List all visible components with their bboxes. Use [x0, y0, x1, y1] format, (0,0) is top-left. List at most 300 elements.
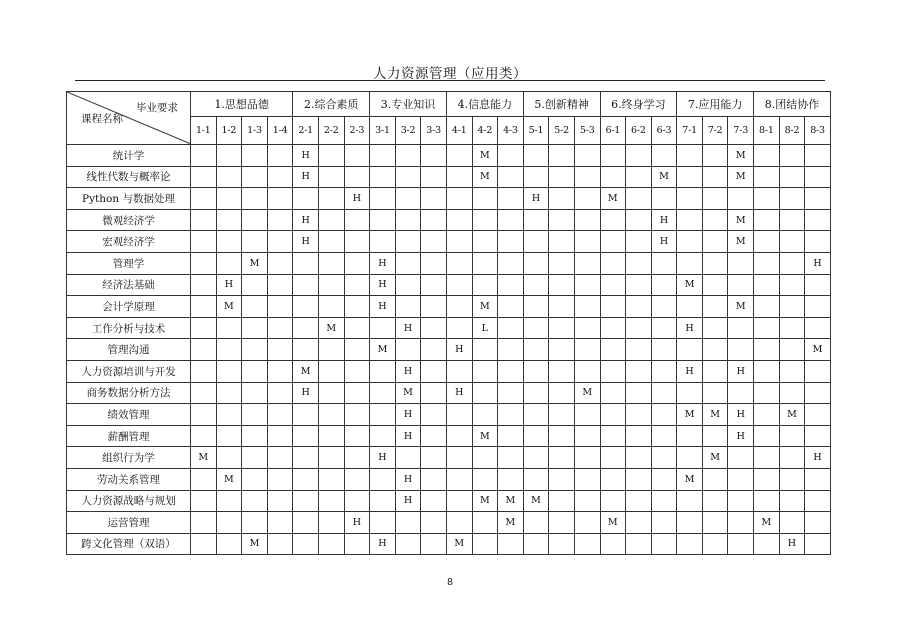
support-level-cell	[702, 490, 728, 512]
support-level-cell	[754, 296, 780, 318]
support-level-cell	[702, 533, 728, 555]
course-name: 微观经济学	[67, 209, 191, 231]
support-level-cell	[549, 360, 575, 382]
sub-requirement-header: 2-2	[318, 117, 344, 145]
support-level-cell	[191, 166, 217, 188]
support-level-cell	[267, 468, 293, 490]
support-level-cell	[242, 490, 268, 512]
support-level-cell: M	[728, 166, 754, 188]
support-level-cell	[779, 188, 805, 210]
support-level-cell: M	[242, 533, 268, 555]
support-level-cell	[446, 252, 472, 274]
support-level-cell	[779, 317, 805, 339]
course-row	[67, 145, 831, 167]
support-level-cell	[600, 425, 626, 447]
sub-requirement-header: 5-2	[549, 117, 575, 145]
support-level-cell	[549, 166, 575, 188]
sub-requirement-header: 8-2	[779, 117, 805, 145]
support-level-cell	[293, 188, 319, 210]
support-level-cell	[498, 209, 524, 231]
support-level-cell	[191, 231, 217, 253]
support-level-cell	[677, 425, 703, 447]
course-name: 跨文化管理（双语）	[67, 533, 191, 555]
support-level-cell	[600, 490, 626, 512]
support-level-cell	[293, 425, 319, 447]
support-level-cell	[267, 339, 293, 361]
support-level-cell	[293, 512, 319, 534]
course-name: 人力资源培训与开发	[67, 360, 191, 382]
support-level-cell	[779, 145, 805, 167]
support-level-cell	[779, 252, 805, 274]
support-level-cell	[574, 360, 600, 382]
support-level-cell	[446, 447, 472, 469]
support-level-cell	[574, 296, 600, 318]
support-level-cell	[216, 512, 242, 534]
document-title: 人力资源管理（应用类）	[373, 66, 527, 82]
support-level-cell	[318, 209, 344, 231]
course-row	[67, 317, 831, 339]
support-level-cell	[267, 231, 293, 253]
course-name: 组织行为学	[67, 447, 191, 469]
support-level-cell: H	[370, 447, 396, 469]
support-level-cell	[626, 317, 652, 339]
support-level-cell	[498, 360, 524, 382]
support-level-cell	[242, 209, 268, 231]
support-level-cell	[600, 533, 626, 555]
support-level-cell	[242, 360, 268, 382]
support-level-cell	[626, 490, 652, 512]
support-level-cell	[702, 188, 728, 210]
support-level-cell	[267, 317, 293, 339]
support-level-cell	[267, 382, 293, 404]
support-level-cell	[702, 166, 728, 188]
support-level-cell	[293, 339, 319, 361]
support-level-cell	[446, 209, 472, 231]
support-level-cell	[318, 145, 344, 167]
support-level-cell	[370, 317, 396, 339]
support-level-cell	[728, 382, 754, 404]
support-level-cell	[421, 490, 447, 512]
support-level-cell	[728, 512, 754, 534]
support-level-cell	[498, 425, 524, 447]
sub-requirement-header: 2-1	[293, 117, 319, 145]
support-level-cell	[779, 468, 805, 490]
support-level-cell	[216, 447, 242, 469]
support-level-cell	[523, 296, 549, 318]
course-row	[67, 468, 831, 490]
sub-requirement-header: 2-3	[344, 117, 370, 145]
support-level-cell	[318, 252, 344, 274]
support-level-cell	[626, 360, 652, 382]
support-level-cell	[549, 145, 575, 167]
support-level-cell	[626, 468, 652, 490]
requirement-header: 6.终身学习	[600, 92, 677, 117]
support-level-cell: M	[318, 317, 344, 339]
support-level-cell	[523, 447, 549, 469]
support-level-cell: M	[472, 296, 498, 318]
support-level-cell	[242, 166, 268, 188]
support-level-cell: H	[779, 533, 805, 555]
support-level-cell	[805, 382, 831, 404]
support-level-cell	[344, 145, 370, 167]
support-level-cell	[446, 145, 472, 167]
support-level-cell	[472, 252, 498, 274]
support-level-cell: H	[216, 274, 242, 296]
support-level-cell	[446, 468, 472, 490]
course-row	[67, 188, 831, 210]
requirement-header: 7.应用能力	[677, 92, 754, 117]
support-level-cell: M	[702, 447, 728, 469]
support-level-cell	[446, 274, 472, 296]
support-level-cell	[216, 382, 242, 404]
support-level-cell: H	[677, 317, 703, 339]
support-level-cell: M	[677, 468, 703, 490]
sub-requirement-header: 7-1	[677, 117, 703, 145]
support-level-cell: M	[728, 209, 754, 231]
support-level-cell	[677, 512, 703, 534]
support-level-cell	[242, 274, 268, 296]
support-level-cell: M	[651, 166, 677, 188]
support-level-cell	[754, 382, 780, 404]
support-level-cell	[344, 382, 370, 404]
support-level-cell	[651, 317, 677, 339]
support-level-cell	[472, 404, 498, 426]
support-level-cell: M	[728, 231, 754, 253]
support-level-cell: H	[395, 468, 421, 490]
support-level-cell: H	[395, 317, 421, 339]
course-row	[67, 404, 831, 426]
sub-requirement-header: 6-2	[626, 117, 652, 145]
support-level-cell	[395, 145, 421, 167]
support-level-cell	[498, 533, 524, 555]
course-row	[67, 490, 831, 512]
course-row	[67, 252, 831, 274]
support-level-cell	[523, 533, 549, 555]
support-level-cell	[805, 166, 831, 188]
support-level-cell	[498, 145, 524, 167]
support-level-cell: H	[344, 188, 370, 210]
support-level-cell	[267, 490, 293, 512]
support-level-cell	[805, 188, 831, 210]
support-level-cell	[318, 425, 344, 447]
support-level-cell	[267, 404, 293, 426]
support-level-cell: H	[395, 490, 421, 512]
page-number: 8	[447, 577, 453, 588]
support-level-cell	[523, 404, 549, 426]
course-name: 人力资源战略与规划	[67, 490, 191, 512]
support-level-cell: H	[293, 382, 319, 404]
support-level-cell	[472, 533, 498, 555]
support-level-cell: H	[370, 533, 396, 555]
support-level-cell	[498, 404, 524, 426]
support-level-cell	[395, 188, 421, 210]
support-level-cell	[370, 404, 396, 426]
support-level-cell	[754, 252, 780, 274]
support-level-cell	[498, 382, 524, 404]
support-level-cell	[446, 188, 472, 210]
support-level-cell: M	[242, 252, 268, 274]
support-level-cell	[651, 274, 677, 296]
support-level-cell	[293, 252, 319, 274]
support-level-cell	[242, 231, 268, 253]
support-level-cell	[805, 490, 831, 512]
support-level-cell	[754, 274, 780, 296]
support-level-cell	[754, 231, 780, 253]
support-level-cell	[395, 252, 421, 274]
support-level-cell	[421, 382, 447, 404]
support-level-cell	[421, 404, 447, 426]
support-level-cell	[805, 468, 831, 490]
support-level-cell	[600, 145, 626, 167]
support-level-cell	[446, 166, 472, 188]
support-level-cell	[651, 512, 677, 534]
support-level-cell	[779, 425, 805, 447]
support-level-cell	[267, 188, 293, 210]
sub-requirement-header: 1-3	[242, 117, 268, 145]
support-level-cell: H	[370, 252, 396, 274]
support-level-cell	[702, 382, 728, 404]
support-level-cell	[216, 339, 242, 361]
support-level-cell	[370, 490, 396, 512]
support-level-cell	[267, 252, 293, 274]
support-level-cell	[191, 468, 217, 490]
support-level-cell	[549, 512, 575, 534]
support-level-cell	[472, 360, 498, 382]
support-level-cell	[421, 468, 447, 490]
support-level-cell	[805, 209, 831, 231]
course-rows	[67, 145, 831, 555]
support-level-cell	[446, 404, 472, 426]
requirement-header: 3.专业知识	[370, 92, 447, 117]
support-level-cell	[754, 145, 780, 167]
support-level-cell: H	[370, 296, 396, 318]
support-level-cell	[370, 425, 396, 447]
support-level-cell	[395, 209, 421, 231]
support-level-cell	[626, 382, 652, 404]
support-level-cell	[370, 231, 396, 253]
requirement-header-row	[67, 92, 831, 117]
support-level-cell	[191, 274, 217, 296]
support-level-cell	[344, 360, 370, 382]
course-name: 统计学	[67, 145, 191, 167]
support-level-cell	[600, 209, 626, 231]
support-level-cell	[549, 404, 575, 426]
support-level-cell	[318, 533, 344, 555]
support-level-cell	[421, 360, 447, 382]
support-level-cell: M	[472, 490, 498, 512]
support-level-cell: M	[498, 490, 524, 512]
support-level-cell	[421, 512, 447, 534]
support-level-cell	[318, 447, 344, 469]
support-level-cell	[728, 188, 754, 210]
support-level-cell	[498, 339, 524, 361]
support-level-cell: H	[677, 360, 703, 382]
support-level-cell	[677, 533, 703, 555]
sub-requirement-header: 4-1	[446, 117, 472, 145]
support-level-cell	[216, 490, 242, 512]
support-level-cell	[267, 447, 293, 469]
support-level-cell	[549, 339, 575, 361]
course-row	[67, 512, 831, 534]
requirement-header: 5.创新精神	[523, 92, 600, 117]
course-name: Python 与数据处理	[67, 188, 191, 210]
support-level-cell	[702, 209, 728, 231]
support-level-cell	[677, 231, 703, 253]
support-level-cell	[677, 447, 703, 469]
support-level-cell	[702, 468, 728, 490]
support-level-cell	[191, 490, 217, 512]
support-level-cell	[472, 512, 498, 534]
sub-requirement-header: 5-1	[523, 117, 549, 145]
support-level-cell	[549, 252, 575, 274]
support-level-cell	[318, 274, 344, 296]
support-level-cell	[728, 317, 754, 339]
support-level-cell: M	[728, 296, 754, 318]
support-level-cell	[191, 145, 217, 167]
support-level-cell	[728, 490, 754, 512]
support-level-cell	[549, 533, 575, 555]
support-level-cell	[549, 274, 575, 296]
support-level-cell: M	[191, 447, 217, 469]
support-level-cell: M	[728, 145, 754, 167]
support-level-cell	[574, 490, 600, 512]
course-row	[67, 339, 831, 361]
support-level-cell	[318, 166, 344, 188]
support-level-cell	[344, 533, 370, 555]
support-level-cell	[600, 382, 626, 404]
support-level-cell	[651, 533, 677, 555]
support-level-cell	[549, 231, 575, 253]
support-level-cell	[600, 231, 626, 253]
support-level-cell	[626, 296, 652, 318]
support-level-cell	[191, 188, 217, 210]
support-level-cell	[626, 404, 652, 426]
support-level-cell	[677, 296, 703, 318]
support-level-cell	[600, 447, 626, 469]
support-level-cell: M	[293, 360, 319, 382]
support-level-cell	[216, 209, 242, 231]
support-level-cell	[344, 317, 370, 339]
support-level-cell: H	[293, 166, 319, 188]
support-level-cell	[523, 209, 549, 231]
support-level-cell: H	[805, 447, 831, 469]
course-row	[67, 209, 831, 231]
support-level-cell	[549, 490, 575, 512]
support-level-cell	[574, 425, 600, 447]
support-level-cell	[242, 339, 268, 361]
support-level-cell	[574, 468, 600, 490]
support-level-cell	[344, 296, 370, 318]
support-level-cell	[805, 231, 831, 253]
sub-requirement-header: 6-3	[651, 117, 677, 145]
support-level-cell	[626, 533, 652, 555]
support-level-cell	[344, 425, 370, 447]
support-level-cell	[651, 490, 677, 512]
support-level-cell: M	[677, 404, 703, 426]
support-level-cell	[344, 447, 370, 469]
support-level-cell	[421, 447, 447, 469]
support-level-cell: M	[370, 339, 396, 361]
support-level-cell	[574, 188, 600, 210]
course-row	[67, 231, 831, 253]
course-row	[67, 425, 831, 447]
support-level-cell	[651, 468, 677, 490]
support-level-cell	[446, 490, 472, 512]
support-level-cell	[523, 166, 549, 188]
sub-requirement-header: 1-2	[216, 117, 242, 145]
support-level-cell	[702, 252, 728, 274]
support-level-cell	[421, 533, 447, 555]
support-level-cell	[600, 296, 626, 318]
support-level-cell	[498, 188, 524, 210]
support-level-cell	[191, 382, 217, 404]
support-level-cell	[728, 252, 754, 274]
support-level-cell	[626, 274, 652, 296]
support-level-cell	[754, 360, 780, 382]
course-name: 线性代数与概率论	[67, 166, 191, 188]
support-level-cell	[574, 317, 600, 339]
support-level-cell	[344, 468, 370, 490]
course-row	[67, 274, 831, 296]
support-level-cell	[523, 512, 549, 534]
support-level-cell	[395, 339, 421, 361]
support-level-cell	[600, 274, 626, 296]
support-level-cell	[549, 188, 575, 210]
support-level-cell	[651, 252, 677, 274]
support-level-cell	[523, 425, 549, 447]
support-level-cell	[344, 231, 370, 253]
title-underline	[75, 80, 825, 81]
support-level-cell	[472, 447, 498, 469]
support-level-cell	[421, 274, 447, 296]
support-level-cell	[318, 512, 344, 534]
course-name: 会计学原理	[67, 296, 191, 318]
support-level-cell	[626, 231, 652, 253]
support-level-cell	[523, 382, 549, 404]
support-level-cell	[216, 533, 242, 555]
support-level-cell: H	[344, 512, 370, 534]
support-level-cell	[651, 425, 677, 447]
support-level-cell	[779, 382, 805, 404]
support-level-cell	[574, 533, 600, 555]
support-level-cell	[779, 512, 805, 534]
support-level-cell	[318, 404, 344, 426]
support-level-cell	[370, 382, 396, 404]
support-level-cell	[293, 274, 319, 296]
support-level-cell	[242, 512, 268, 534]
support-level-cell: M	[472, 166, 498, 188]
corner-requirement-label: 毕业要求	[136, 102, 178, 114]
support-level-cell	[242, 382, 268, 404]
support-level-cell	[472, 382, 498, 404]
support-level-cell	[600, 166, 626, 188]
support-level-cell	[651, 296, 677, 318]
support-level-cell	[191, 209, 217, 231]
support-level-cell	[318, 468, 344, 490]
support-level-cell	[293, 317, 319, 339]
support-level-cell: M	[216, 468, 242, 490]
support-level-cell	[677, 209, 703, 231]
support-level-cell	[216, 404, 242, 426]
support-level-cell	[626, 188, 652, 210]
support-level-cell	[626, 512, 652, 534]
support-level-cell	[549, 296, 575, 318]
support-level-cell	[677, 188, 703, 210]
support-level-cell	[600, 252, 626, 274]
support-level-cell	[677, 339, 703, 361]
support-level-cell	[318, 360, 344, 382]
support-level-cell	[754, 490, 780, 512]
